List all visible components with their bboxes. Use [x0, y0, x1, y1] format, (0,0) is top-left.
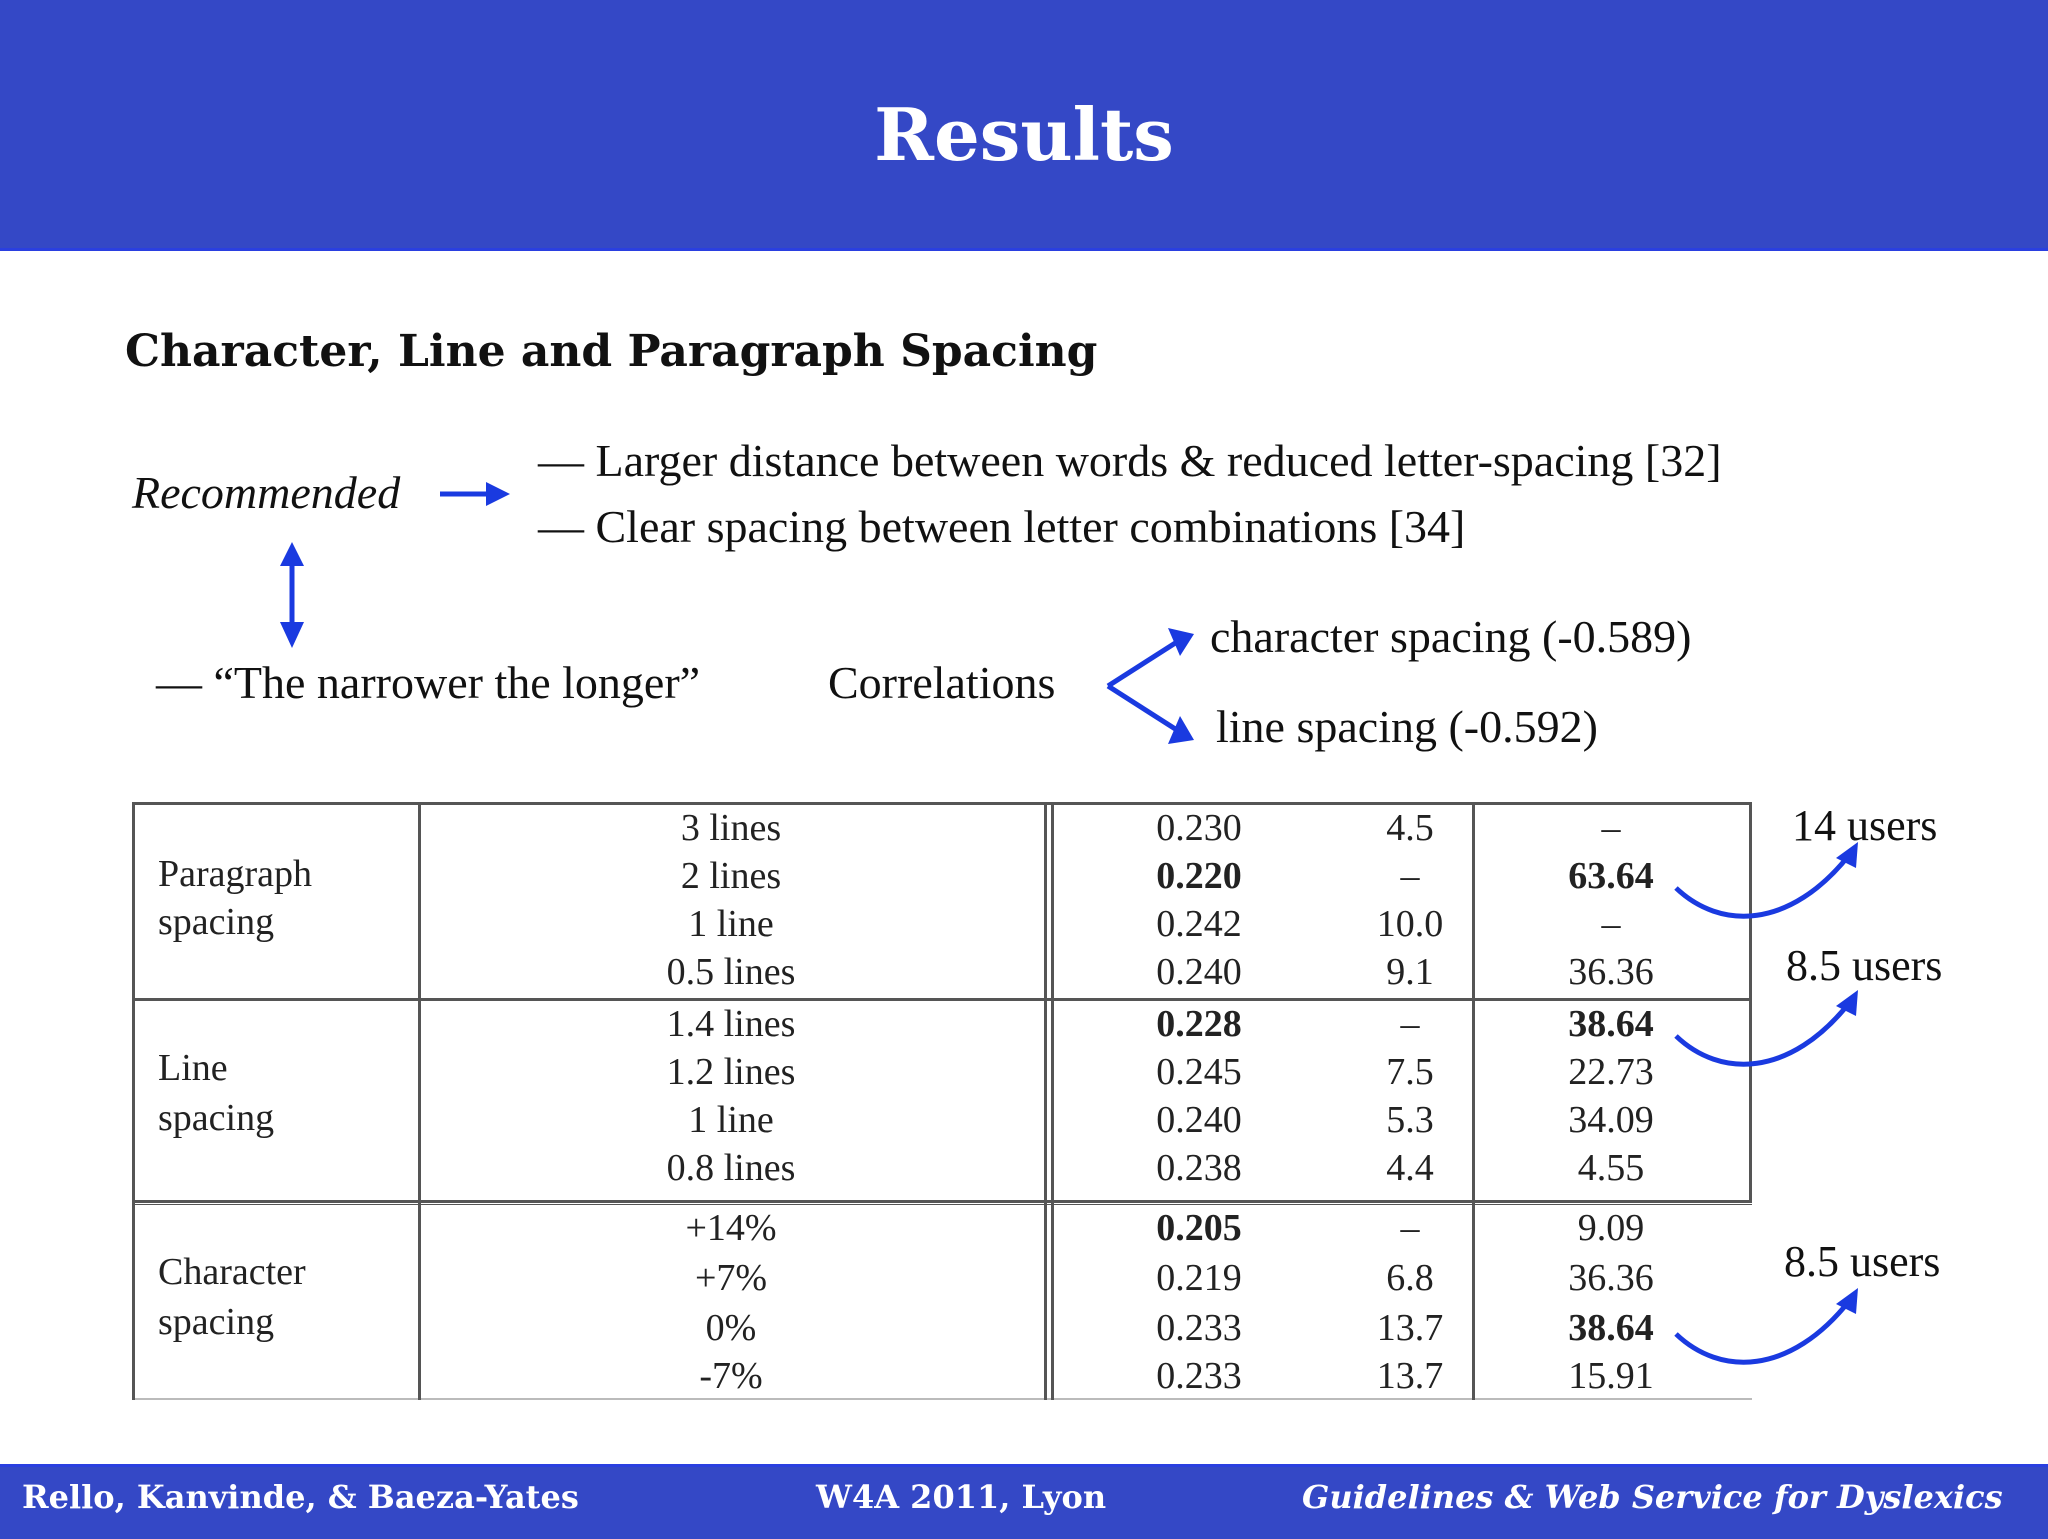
table-cell-setting: 0%: [705, 1307, 757, 1349]
group-label: Paragraph: [158, 853, 313, 895]
correlations-label: Correlations: [828, 657, 1056, 708]
table-cell-setting: 0.5 lines: [666, 951, 796, 993]
group-label: spacing: [158, 1097, 275, 1139]
table-cell-value-c: 63.64: [1568, 855, 1654, 897]
callout-line-users: 8.5 users: [1786, 941, 1943, 990]
group-label: Character: [158, 1251, 306, 1293]
table-divider-1: [418, 802, 421, 1400]
group-label: spacing: [158, 1301, 275, 1343]
table-divider-2a: [1044, 802, 1047, 1400]
curved-arrow-icon-character: [1676, 1288, 1858, 1362]
table-rule-group-1: [132, 998, 1752, 1001]
table-cell-setting: +14%: [685, 1207, 777, 1249]
table-cell-value-c: 38.64: [1568, 1307, 1654, 1349]
double-vertical-arrow-icon: [280, 542, 304, 648]
table-cell-value-a: 0.219: [1156, 1257, 1242, 1299]
footer-topic: Guidelines & Web Service for Dyslexics: [1302, 1478, 2003, 1516]
table-cell-setting: 0.8 lines: [666, 1147, 796, 1189]
narrower-longer-quote: — “The narrower the longer”: [156, 657, 701, 708]
table-cell-value-a: 0.240: [1156, 951, 1242, 993]
table-cell-value-a: 0.220: [1156, 855, 1242, 897]
table-cell-value-b: –: [1400, 1003, 1420, 1045]
table-cell-value-b: 13.7: [1376, 1355, 1444, 1397]
table-cell-value-b: 10.0: [1376, 903, 1444, 945]
curved-arrow-icon-paragraph: [1676, 842, 1858, 916]
table-cell-value-b: –: [1400, 1207, 1420, 1249]
callout-paragraph-users: 14 users: [1792, 801, 1938, 850]
table-rule-bottom: [132, 1398, 1752, 1400]
table-cell-value-a: 0.230: [1156, 807, 1242, 849]
table-cell-value-b: 6.8: [1386, 1257, 1434, 1299]
table-cell-value-a: 0.245: [1156, 1051, 1242, 1093]
table-rule-top: [132, 802, 1752, 805]
table-cell-value-a: 0.233: [1156, 1355, 1242, 1397]
table-cell-setting: 1 line: [688, 903, 774, 945]
table-cell-setting: 1.2 lines: [666, 1051, 796, 1093]
table-cell-value-a: 0.233: [1156, 1307, 1242, 1349]
recommendation-item-2: — Clear spacing between letter combinations [34]: [538, 501, 1466, 552]
table-cell-value-a: 0.242: [1156, 903, 1242, 945]
curved-arrow-icon-line: [1676, 990, 1858, 1064]
table-cell-value-c: 15.91: [1568, 1355, 1654, 1397]
recommendation-item-1: — Larger distance between words & reduced letter-spacing [32]: [538, 435, 1722, 486]
table-cell-value-b: 5.3: [1386, 1099, 1434, 1141]
table-cell-setting: 2 lines: [680, 855, 782, 897]
table-cell-value-b: 4.5: [1386, 807, 1434, 849]
correlation-character: character spacing (-0.589): [1210, 611, 1692, 662]
table-cell-value-c: 36.36: [1568, 951, 1654, 993]
table-cell-setting: -7%: [699, 1355, 763, 1397]
table-cell-value-c: 22.73: [1568, 1051, 1654, 1093]
table-cell-value-c: 34.09: [1568, 1099, 1654, 1141]
table-cell-setting: +7%: [694, 1257, 768, 1299]
section-subtitle: Character, Line and Paragraph Spacing: [125, 326, 1098, 377]
table-border-left: [132, 802, 135, 1400]
table-cell-value-c: 9.09: [1577, 1207, 1645, 1249]
table-cell-value-c: 38.64: [1568, 1003, 1654, 1045]
table-cell-value-c: 36.36: [1568, 1257, 1654, 1299]
callout-arrows: [1640, 820, 1900, 1380]
correlation-line: line spacing (-0.592): [1216, 701, 1598, 752]
table-cell-value-a: 0.240: [1156, 1099, 1242, 1141]
table-cell-value-b: –: [1400, 855, 1420, 897]
table-cell-value-b: 13.7: [1376, 1307, 1444, 1349]
slide-title: Results: [874, 92, 1174, 177]
table-cell-setting: 1.4 lines: [666, 1003, 796, 1045]
table-cell-value-c: 4.55: [1577, 1147, 1645, 1189]
table-cell-value-c: –: [1601, 807, 1621, 849]
group-label: Line: [158, 1047, 228, 1089]
table-divider-3: [1472, 802, 1475, 1400]
table-cell-value-b: 9.1: [1386, 951, 1434, 993]
table-cell-value-a: 0.228: [1156, 1003, 1242, 1045]
table-divider-2b: [1051, 802, 1054, 1400]
recommended-label: Recommended: [132, 467, 401, 518]
fork-arrow-icon: [1108, 628, 1194, 744]
footer-venue: W4A 2011, Lyon: [816, 1478, 1107, 1516]
table-rule-group-2b: [132, 1204, 1752, 1205]
group-label: spacing: [158, 901, 275, 943]
table-cell-value-a: 0.238: [1156, 1147, 1242, 1189]
table-cell-value-b: 7.5: [1386, 1051, 1434, 1093]
table-rule-group-2a: [132, 1200, 1752, 1203]
table-cell-value-b: 4.4: [1386, 1147, 1434, 1189]
table-cell-setting: 1 line: [688, 1099, 774, 1141]
right-arrow-icon: [440, 482, 510, 506]
table-cell-setting: 3 lines: [680, 807, 782, 849]
table-cell-value-c: –: [1601, 903, 1621, 945]
footer-authors: Rello, Kanvinde, & Baeza-Yates: [22, 1478, 579, 1516]
callout-character-users: 8.5 users: [1784, 1237, 1941, 1286]
table-cell-value-a: 0.205: [1156, 1207, 1242, 1249]
